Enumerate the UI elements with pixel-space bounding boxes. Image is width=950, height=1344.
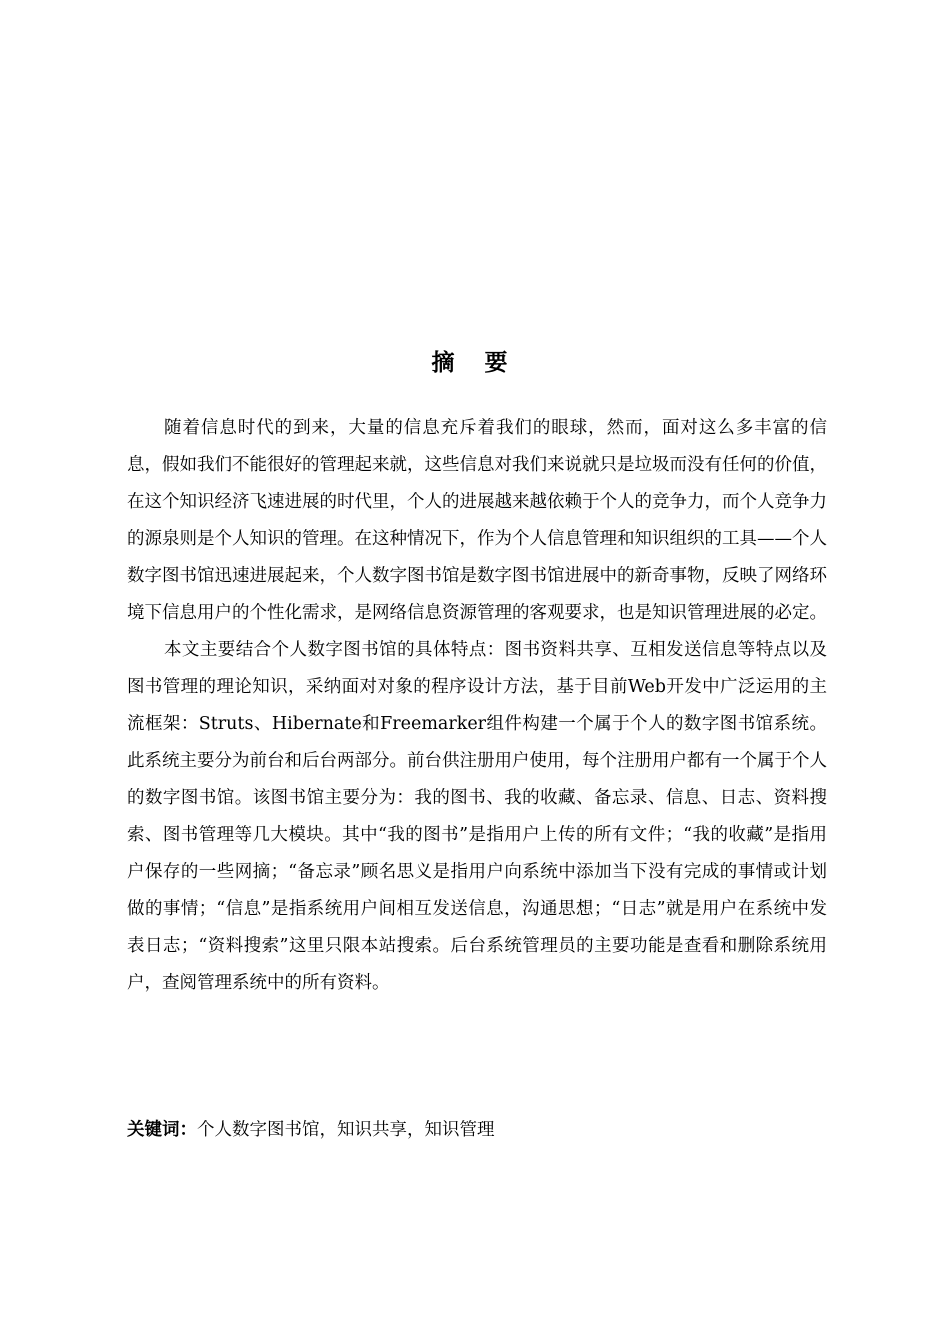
page-title: 摘 要 xyxy=(431,350,519,376)
abstract-body xyxy=(127,410,827,1002)
keywords-line xyxy=(127,1112,827,1149)
keywords-value: 个人数字图书馆，知识共享，知识管理 xyxy=(197,1120,495,1140)
keywords-label: 关键词： xyxy=(127,1120,197,1140)
abstract-paragraph-1: 随着信息时代的到来，大量的信息充斥着我们的眼球，然而，面对这么多丰富的信息，假如我们不能很好的管理起来就，这些信息对我们来说就只是垃圾而没有任何的价值，在这个知识经济飞速进展的时代里，个人的进展越来越依赖于个人的竞争力，而个人竞争力的源泉则是个人知识的管理。在这种情况下，作为个人信息管理和知识组织的工具——个人数字图书馆迅速进展起来，个人数字图书馆是数字图书馆进展中的新奇事物，反映了网络环境下信息用户的个性化需求，是网络信息资源管理的客观要求，也是知识管理进展的必定。 xyxy=(127,418,827,623)
abstract-paragraph-2: 本文主要结合个人数字图书馆的具体特点：图书资料共享、互相发送信息等特点以及图书管理的理论知识，采纳面对对象的程序设计方法，基于目前Web开发中广泛运用的主流框架：Struts、Hibernate和Freemarker组件构建一个属于个人的数字图书馆系统。此系统主要分为前台和后台两部分。前台供注册用户使用，每个注册用户都有一个属于个人的数字图书馆。该图书馆主要分为：我的图书、我的收藏、备忘录、信息、日志、资料搜索、图书管理等几大模块。其中“我的图书”是指用户上传的所有文件；“我的收藏”是指用户保存的一些网摘；“备忘录”顾名思义是指用户向系统中添加当下没有完成的事情或计划做的事情；“信息”是指系统用户间相互发送信息，沟通思想；“日志”就是用户在系统中发表日志；“资料搜索”这里只限本站搜索。后台系统管理员的主要功能是查看和删除系统用户，查阅管理系统中的所有资料。 xyxy=(127,640,827,993)
